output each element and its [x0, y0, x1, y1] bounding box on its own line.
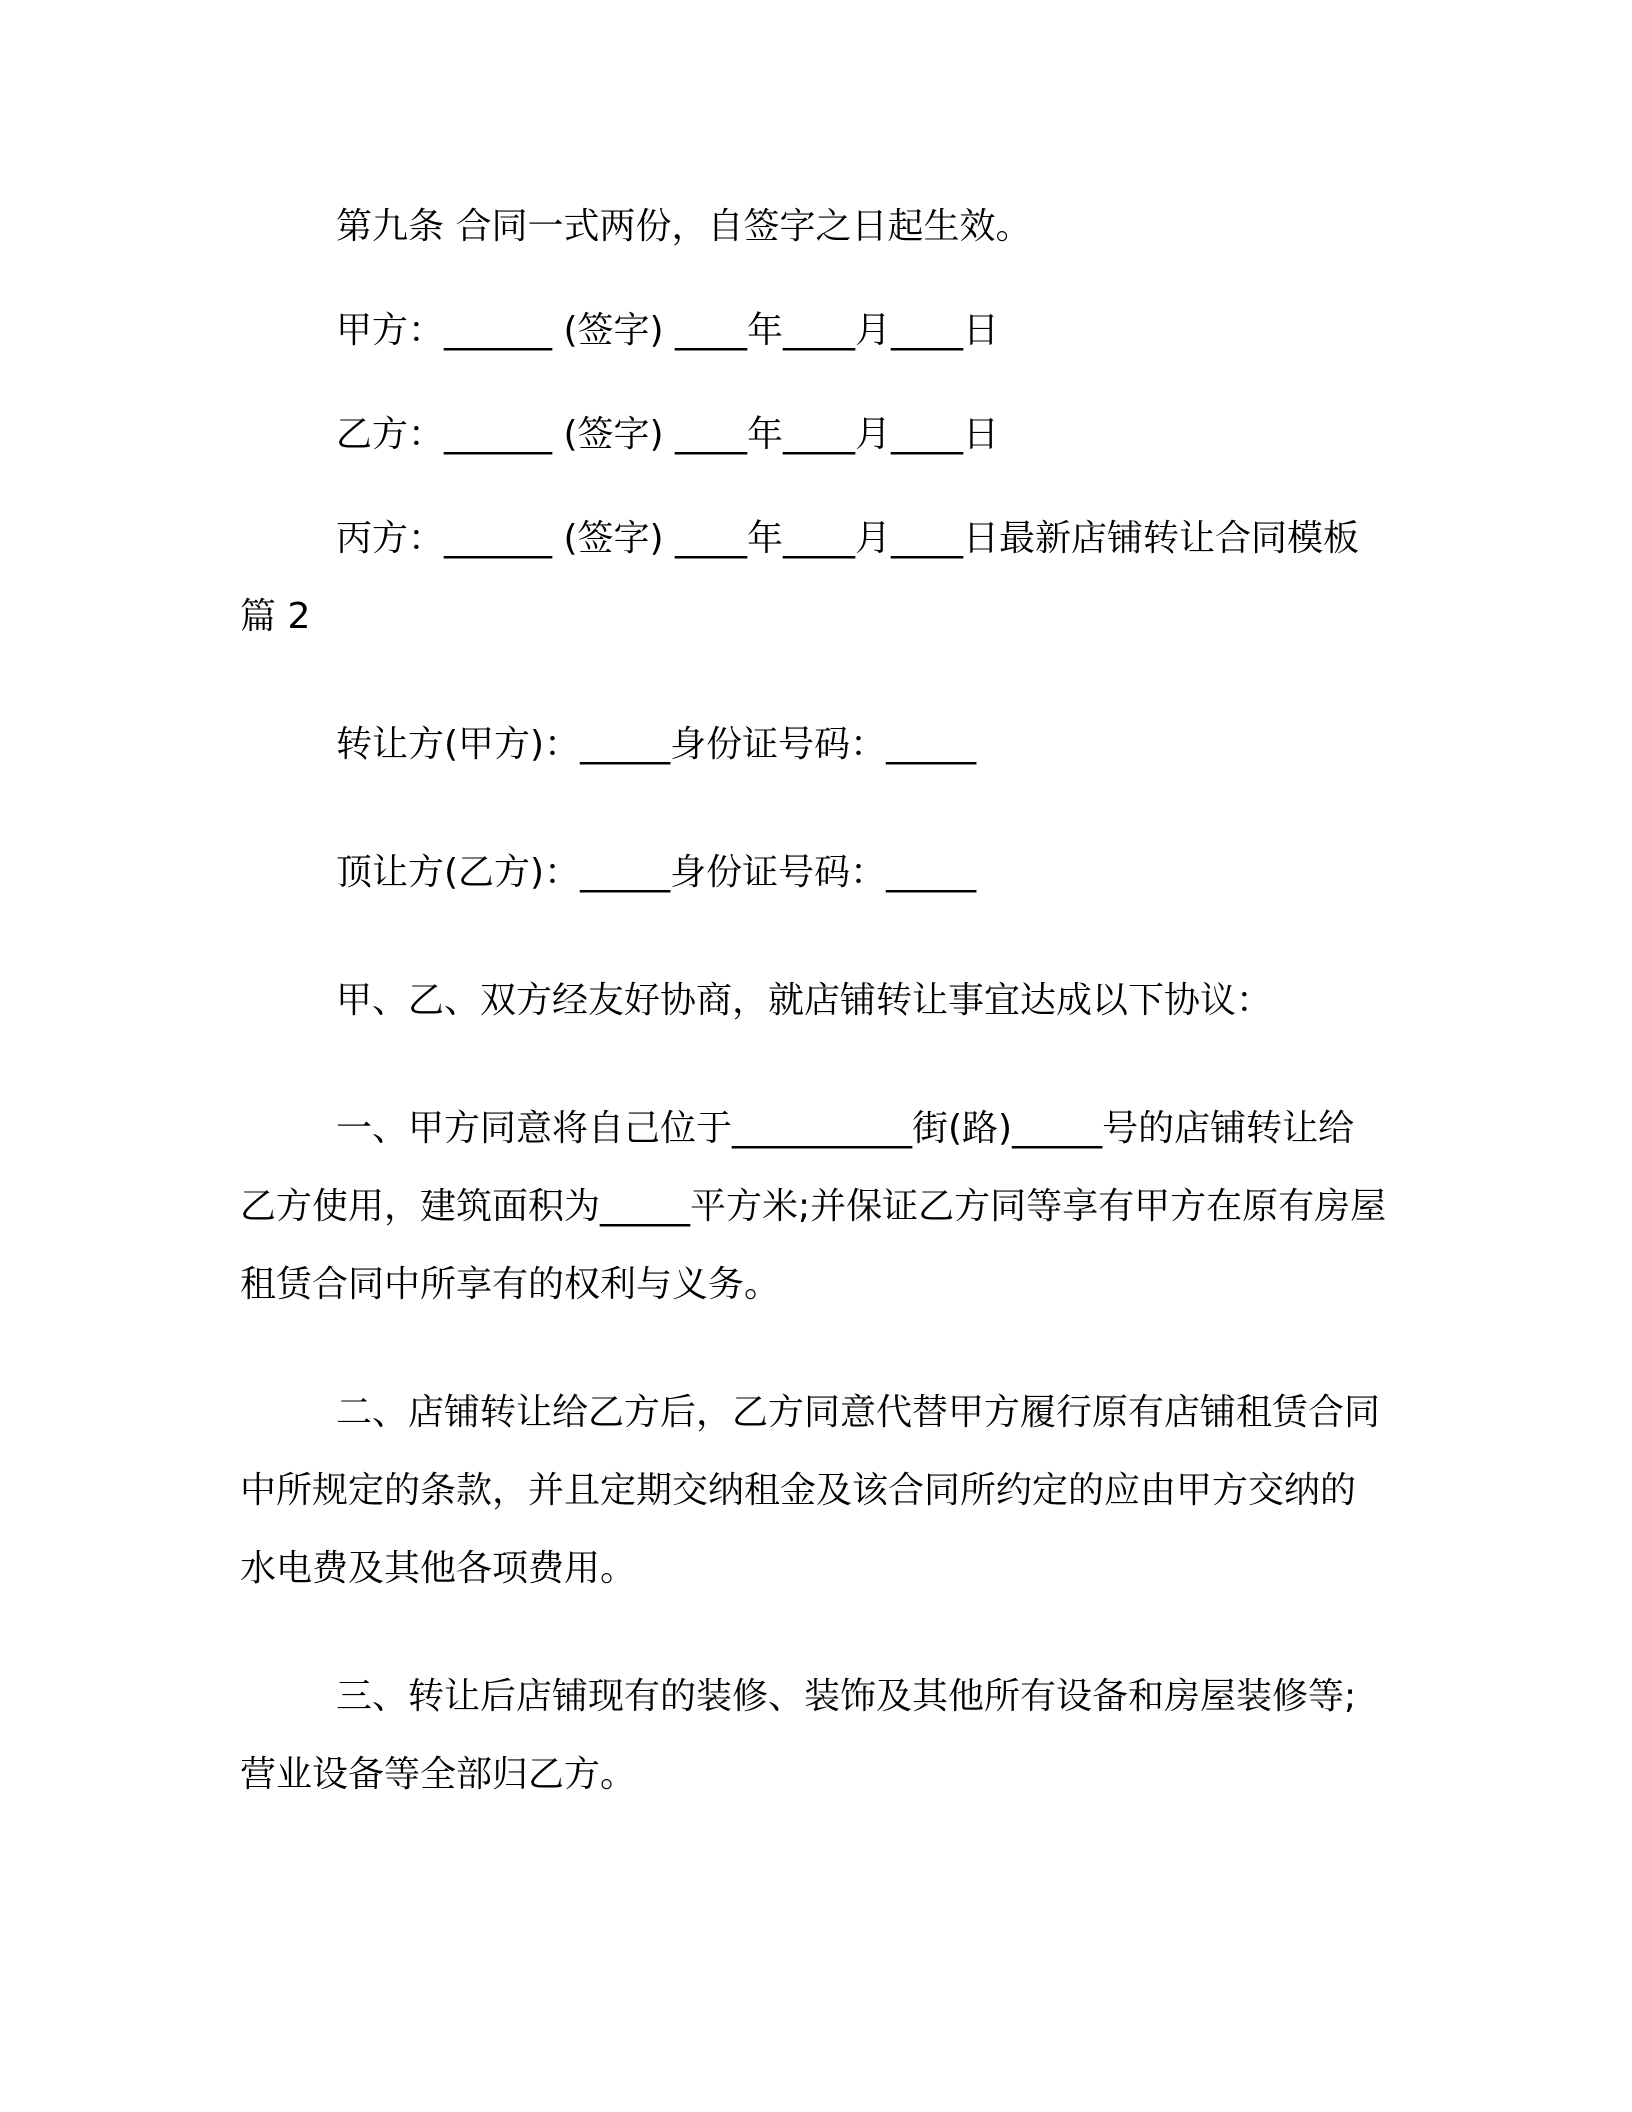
agreement-intro: 甲、乙、双方经友好协商，就店铺转让事宜达成以下协议：: [336, 980, 1273, 1021]
transferor-line: 转让方(甲方)：_____身份证号码：_____: [336, 724, 977, 765]
party-c-signature-line: 丙方：______ (签字) ____年____月____日最新店铺转让合同模板 篇 2: [240, 518, 1359, 637]
party-a-signature-line: 甲方：______ (签字) ____年____月____日: [336, 310, 999, 351]
transferee-line: 顶让方(乙方)：_____身份证号码：_____: [336, 852, 977, 893]
party-b-signature-line: 乙方：______ (签字) ____年____月____日: [336, 414, 999, 455]
document-body: [240, 188, 1390, 1814]
clause-nine: 第九条 合同一式两份，自签字之日起生效。: [336, 206, 1032, 247]
clause-two: 二、店铺转让给乙方后，乙方同意代替甲方履行原有店铺租赁合同中所规定的条款，并且定期交纳租金及该合同所约定的应由甲方交纳的水电费及其他各项费用。: [240, 1392, 1381, 1589]
clause-three: 三、转让后店铺现有的装修、装饰及其他所有设备和房屋装修等;营业设备等全部归乙方。: [240, 1676, 1357, 1795]
clause-one: 一、甲方同意将自己位于__________街(路)_____号的店铺转让给乙方使用，建筑面积为_____平方米;并保证乙方同等享有甲方在原有房屋租赁合同中所享有的权利与义务。: [240, 1108, 1387, 1305]
